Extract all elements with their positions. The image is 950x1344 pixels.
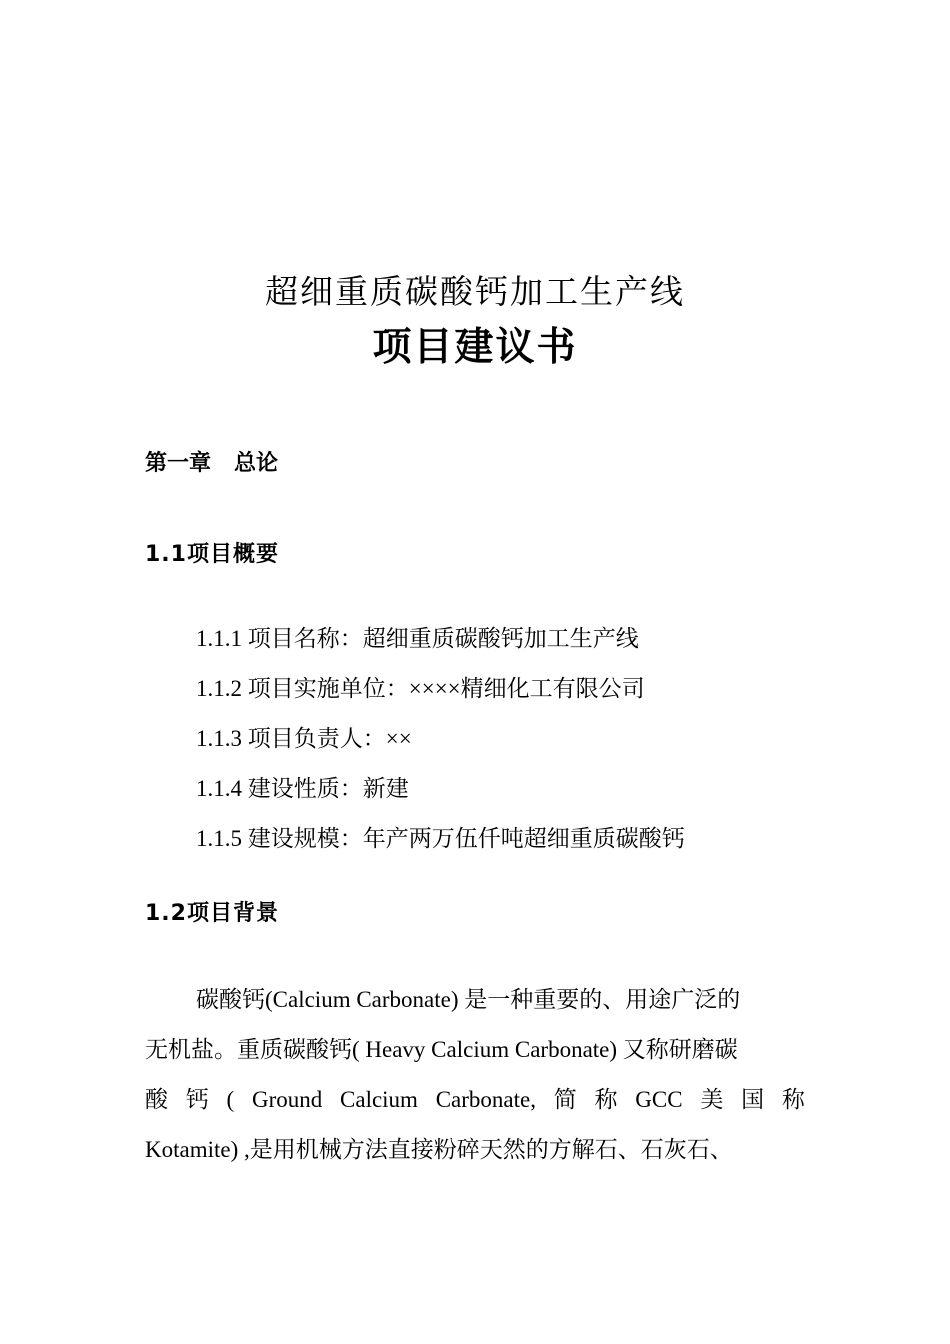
justified-word: 简 bbox=[553, 1087, 577, 1112]
section-heading-overview: 1.1项目概要 bbox=[145, 542, 279, 567]
justified-word: 钙 bbox=[185, 1087, 209, 1112]
chapter-heading: 第一章 总论 bbox=[145, 451, 278, 476]
justified-word: Calcium bbox=[340, 1087, 418, 1112]
justified-word: ( bbox=[226, 1087, 235, 1112]
overview-item-project-leader: 1.1.3 项目负责人：×× bbox=[196, 726, 412, 751]
justified-word: Carbonate, bbox=[435, 1087, 536, 1112]
justified-word: GCC bbox=[635, 1087, 683, 1112]
overview-item-project-name: 1.1.1 项目名称：超细重质碳酸钙加工生产线 bbox=[196, 626, 639, 651]
justified-word: 美 bbox=[700, 1087, 724, 1112]
background-paragraph-line: 碳酸钙(Calcium Carbonate) 是一种重要的、用途广泛的 bbox=[196, 987, 741, 1012]
justified-word: Ground bbox=[251, 1087, 323, 1112]
section-heading-background: 1.2项目背景 bbox=[145, 901, 279, 926]
background-paragraph-justified-line bbox=[145, 1085, 805, 1115]
overview-item-implementing-unit: 1.1.2 项目实施单位：××××精细化工有限公司 bbox=[196, 676, 645, 701]
justified-word: 酸 bbox=[145, 1087, 168, 1112]
overview-item-construction-nature: 1.1.4 建设性质：新建 bbox=[196, 776, 409, 801]
justified-word: 称 bbox=[594, 1087, 618, 1112]
background-paragraph-line: 无机盐。重质碳酸钙( Heavy Calcium Carbonate) 又称研磨碳 bbox=[145, 1037, 738, 1062]
justified-word: 称 bbox=[781, 1087, 805, 1112]
overview-item-construction-scale: 1.1.5 建设规模：年产两万伍仟吨超细重质碳酸钙 bbox=[196, 826, 685, 851]
document-subtitle: 超细重质碳酸钙加工生产线 bbox=[265, 272, 685, 311]
justified-word: 国 bbox=[741, 1087, 765, 1112]
background-paragraph-line: Kotamite) ,是用机械方法直接粉碎天然的方解石、石灰石、 bbox=[145, 1137, 733, 1162]
document-title: 项目建议书 bbox=[372, 325, 578, 370]
